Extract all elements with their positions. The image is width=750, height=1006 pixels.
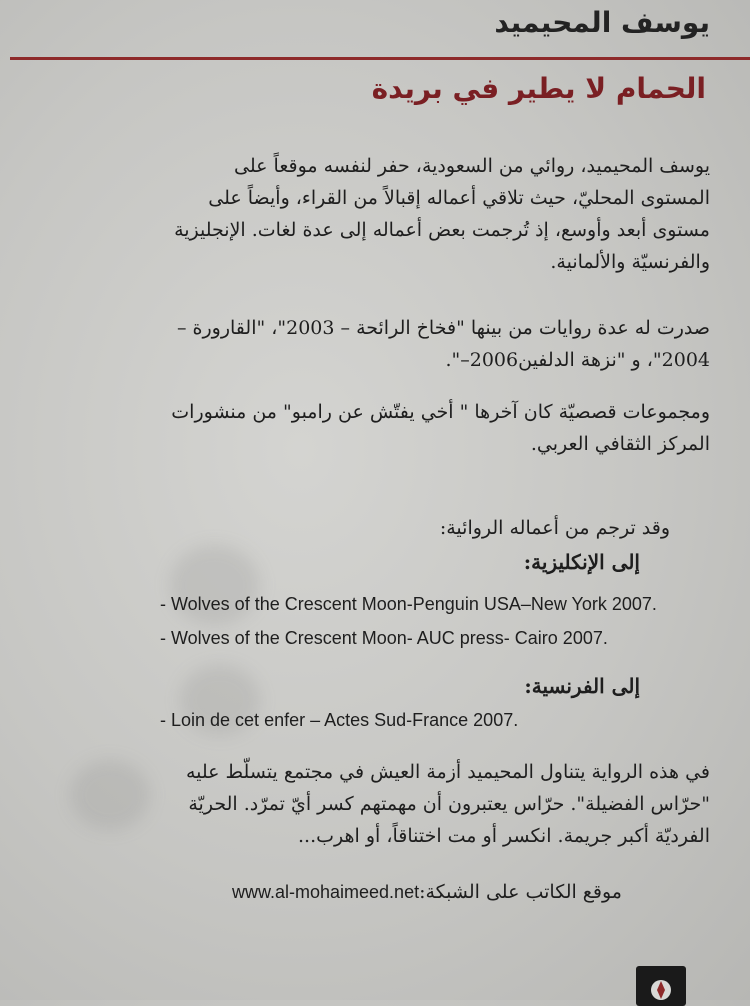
author-website-line	[232, 876, 622, 908]
synopsis-paragraph: في هذه الرواية يتناول المحيميد أزمة العيش في مجتمع يتسلّط عليه "حرّاس الفضيلة". حرّاس يعتبرون أن مهمتهم كسر أيّ تمرّد. الحريّة الفرديّة أكبر جريمة. انكسر أو مت اختناقاً، أو اهرب...	[185, 761, 710, 847]
fingerprint-smudge	[70, 760, 150, 830]
translations-intro: وقد ترجم من أعماله الروائية:	[439, 517, 670, 539]
short-stories-paragraph: ومجموعات قصصيّة كان آخرها " أخي يفتّش عن رامبو" من منشورات المركز الثقافي العربي.	[171, 401, 710, 455]
novels-paragraph: صدرت له عدة روايات من بينها "فخاخ الرائحة – 2003"، "القارورة – 2004"، و "نزهة الدلفين2006–".	[176, 317, 710, 371]
french-translation-item: - Loin de cet enfer – Actes Sud-France 2007.	[160, 710, 519, 730]
website-label: موقع الكاتب على الشبكة:	[419, 881, 622, 903]
header-divider	[10, 57, 750, 60]
publisher-logo-icon	[636, 966, 686, 1006]
french-translations-heading: إلى الفرنسية:	[524, 674, 640, 698]
english-translations-heading: إلى الإنكليزية:	[523, 550, 640, 574]
website-url[interactable]: www.al-mohaimeed.net	[232, 882, 420, 902]
author-bio-paragraph: يوسف المحيميد، روائي من السعودية، حفر لنفسه موقعاً على المستوى المحليّ، حيث تلاقي أعماله إقبالاً من القراء، وأيضاً على مستوى أبعد وأوسع، إذ تُرجمت بعض أعماله إلى عدة لغات. الإنجليزية والفرنسيّة والألمانية.	[174, 155, 710, 273]
english-translation-item: - Wolves of the Crescent Moon-Penguin USA–New York 2007.	[160, 594, 657, 614]
book-title: الحمام لا يطير في بريدة	[371, 72, 706, 105]
author-name: يوسف المحيميد	[494, 6, 710, 39]
english-translation-item: - Wolves of the Crescent Moon- AUC press- Cairo 2007.	[160, 628, 608, 648]
